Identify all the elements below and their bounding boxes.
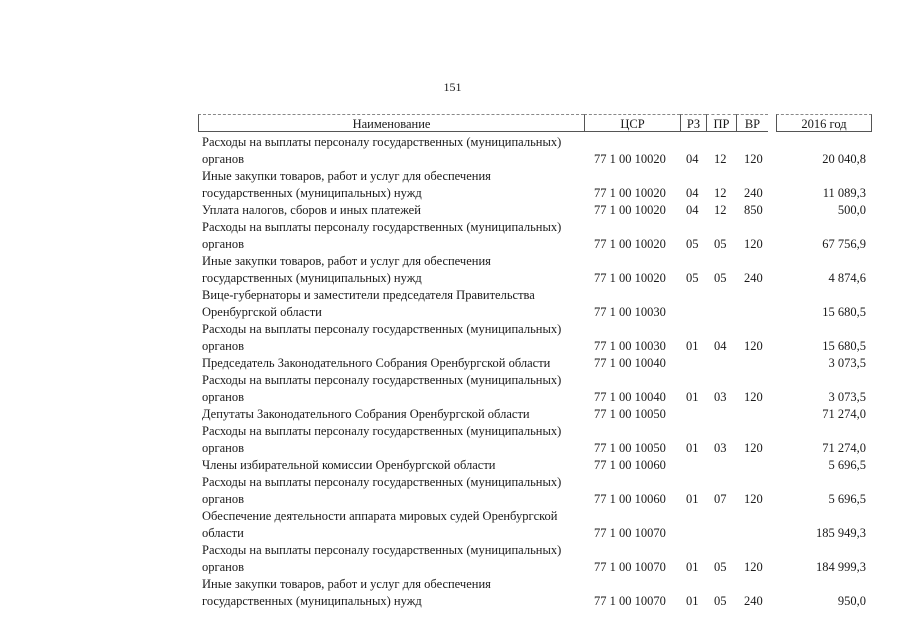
row-name-line1: Расходы на выплаты персоналу государственных (муниципальных) [202, 543, 562, 557]
row-pr: 05 [714, 560, 727, 574]
row-name-line1: Иные закупки товаров, работ и услуг для обеспечения [202, 169, 491, 183]
row-amount: 15 680,5 [822, 339, 866, 353]
row-csr: 77 1 00 10070 [594, 594, 666, 608]
row-name-line1: Вице-губернаторы и заместители председателя Правительства [202, 288, 535, 302]
row-vr: 120 [744, 390, 763, 404]
row-name-line1: Расходы на выплаты персоналу государственных (муниципальных) [202, 373, 562, 387]
row-name-line2: органов [202, 339, 245, 353]
row-csr: 77 1 00 10020 [594, 152, 666, 166]
row-csr: 77 1 00 10050 [594, 407, 666, 421]
row-amount: 500,0 [837, 203, 866, 217]
row-name-line2: государственных (муниципальных) нужд [202, 186, 422, 200]
header-rz: РЗ [680, 114, 706, 132]
row-name-line2: органов [202, 492, 245, 506]
row-name-line1: Члены избирательной комиссии Оренбургской области [202, 458, 496, 472]
row-name-line2: органов [202, 152, 245, 166]
row-name-line2: органов [202, 390, 245, 404]
row-vr: 850 [744, 203, 763, 217]
row-name-line2: органов [202, 441, 245, 455]
row-name-line2: органов [202, 560, 245, 574]
row-amount: 5 696,5 [828, 492, 866, 506]
row-name-line2: государственных (муниципальных) нужд [202, 594, 422, 608]
row-csr: 77 1 00 10020 [594, 186, 666, 200]
row-name-line1: Уплата налогов, сборов и иных платежей [202, 203, 421, 217]
row-amount: 3 073,5 [828, 356, 866, 370]
row-name-line2: государственных (муниципальных) нужд [202, 271, 422, 285]
row-vr: 120 [744, 560, 763, 574]
row-name-line1: Обеспечение деятельности аппарата мировых судей Оренбургской [202, 509, 558, 523]
row-pr: 03 [714, 390, 727, 404]
header-vr: ВР [736, 114, 768, 132]
page-number: 151 [443, 80, 462, 94]
row-csr: 77 1 00 10020 [594, 271, 666, 285]
row-name-line1: Депутаты Законодательного Собрания Оренбургской области [202, 407, 530, 421]
row-csr: 77 1 00 10060 [594, 492, 666, 506]
row-amount: 950,0 [837, 594, 866, 608]
row-vr: 240 [744, 594, 763, 608]
row-vr: 120 [744, 152, 763, 166]
row-csr: 77 1 00 10060 [594, 458, 666, 472]
header-csr: ЦСР [584, 114, 680, 132]
row-rz: 04 [686, 203, 699, 217]
row-vr: 240 [744, 186, 763, 200]
row-csr: 77 1 00 10050 [594, 441, 666, 455]
row-rz: 01 [686, 390, 699, 404]
row-vr: 120 [744, 441, 763, 455]
row-rz: 04 [686, 186, 699, 200]
row-pr: 12 [714, 186, 727, 200]
row-pr: 05 [714, 237, 727, 251]
row-rz: 01 [686, 441, 699, 455]
header-name: Наименование [198, 114, 584, 132]
row-name-line1: Расходы на выплаты персоналу государственных (муниципальных) [202, 424, 562, 438]
row-amount: 5 696,5 [828, 458, 866, 472]
row-pr: 03 [714, 441, 727, 455]
row-vr: 120 [744, 237, 763, 251]
row-amount: 3 073,5 [828, 390, 866, 404]
row-amount: 4 874,6 [828, 271, 866, 285]
row-vr: 120 [744, 339, 763, 353]
row-amount: 20 040,8 [822, 152, 866, 166]
row-name-line1: Расходы на выплаты персоналу государственных (муниципальных) [202, 135, 562, 149]
row-amount: 184 999,3 [816, 560, 866, 574]
row-rz: 04 [686, 152, 699, 166]
row-name-line1: Расходы на выплаты персоналу государственных (муниципальных) [202, 322, 562, 336]
row-csr: 77 1 00 10070 [594, 560, 666, 574]
row-csr: 77 1 00 10070 [594, 526, 666, 540]
row-rz: 01 [686, 560, 699, 574]
row-name-line1: Председатель Законодательного Собрания Оренбургской области [202, 356, 551, 370]
row-name-line2: Оренбургской области [202, 305, 322, 319]
row-name-line1: Иные закупки товаров, работ и услуг для обеспечения [202, 254, 491, 268]
header-amount: 2016 год [776, 114, 872, 132]
row-csr: 77 1 00 10040 [594, 390, 666, 404]
row-pr: 05 [714, 271, 727, 285]
row-vr: 120 [744, 492, 763, 506]
row-rz: 05 [686, 237, 699, 251]
row-amount: 185 949,3 [816, 526, 866, 540]
row-pr: 04 [714, 339, 727, 353]
header-pr: ПР [706, 114, 736, 132]
row-name-line1: Иные закупки товаров, работ и услуг для обеспечения [202, 577, 491, 591]
row-amount: 67 756,9 [822, 237, 866, 251]
row-pr: 12 [714, 152, 727, 166]
row-pr: 05 [714, 594, 727, 608]
row-amount: 15 680,5 [822, 305, 866, 319]
row-pr: 12 [714, 203, 727, 217]
row-name-line2: области [202, 526, 244, 540]
row-vr: 240 [744, 271, 763, 285]
row-rz: 05 [686, 271, 699, 285]
row-rz: 01 [686, 492, 699, 506]
row-name-line1: Расходы на выплаты персоналу государственных (муниципальных) [202, 220, 562, 234]
row-pr: 07 [714, 492, 727, 506]
row-rz: 01 [686, 339, 699, 353]
row-csr: 77 1 00 10030 [594, 339, 666, 353]
row-csr: 77 1 00 10030 [594, 305, 666, 319]
table-header [198, 114, 872, 132]
row-amount: 71 274,0 [822, 407, 866, 421]
row-csr: 77 1 00 10020 [594, 203, 666, 217]
row-rz: 01 [686, 594, 699, 608]
row-name-line1: Расходы на выплаты персоналу государственных (муниципальных) [202, 475, 562, 489]
row-csr: 77 1 00 10020 [594, 237, 666, 251]
row-name-line2: органов [202, 237, 245, 251]
row-amount: 11 089,3 [822, 186, 866, 200]
row-csr: 77 1 00 10040 [594, 356, 666, 370]
row-amount: 71 274,0 [822, 441, 866, 455]
